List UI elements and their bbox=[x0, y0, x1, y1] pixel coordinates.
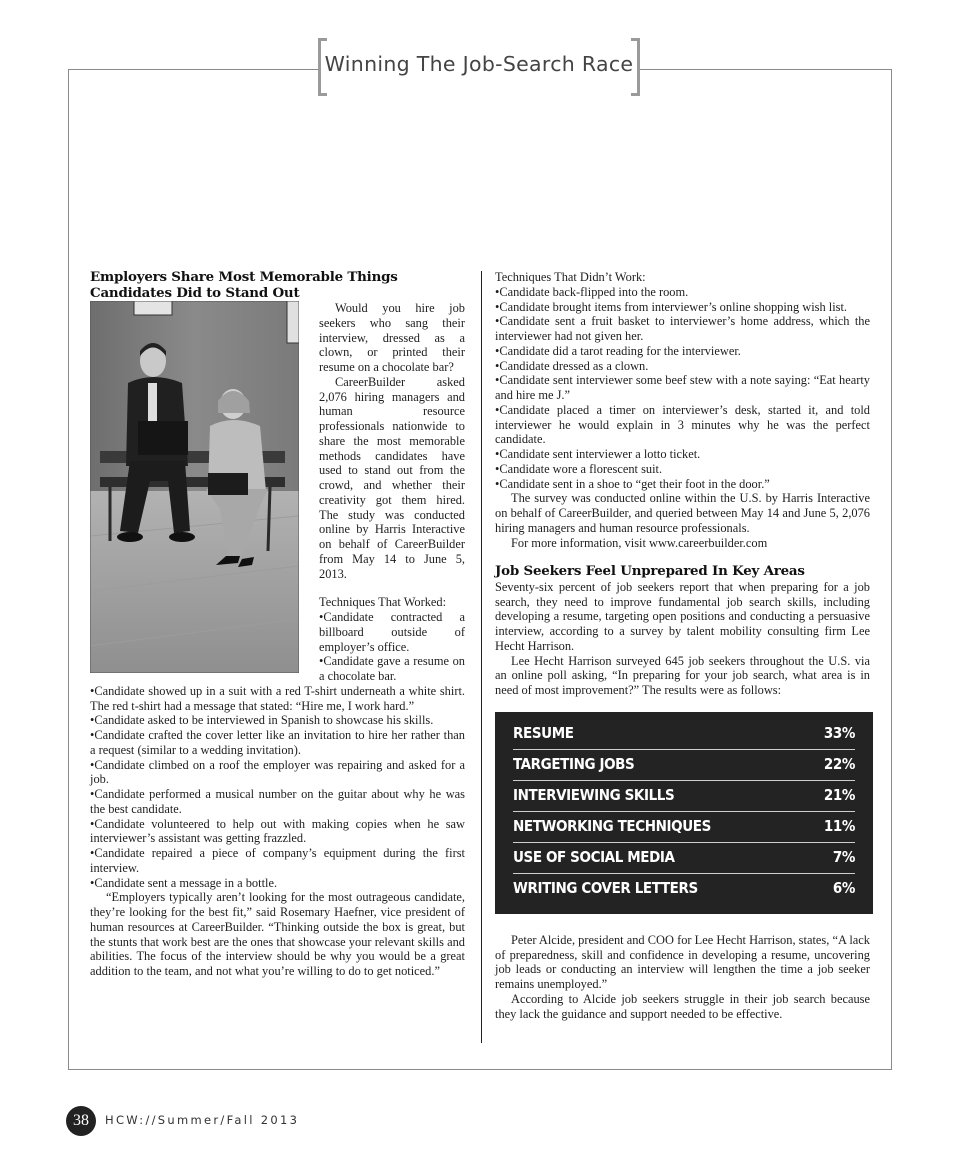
list-item: •Candidate sent a fruit basket to interviewer’s home address, which the interviewer had not given her. bbox=[495, 314, 870, 343]
article2-headline: Job Seekers Feel Unprepared In Key Areas bbox=[495, 563, 805, 580]
list-item: •Candidate performed a musical number on the guitar about why he was the best candidate. bbox=[90, 787, 465, 816]
page-title: Winning The Job-Search Race bbox=[324, 52, 634, 76]
result-label: NETWORKING TECHNIQUES bbox=[513, 817, 711, 836]
list-item: •Candidate contracted a billboard outside of employer’s office. bbox=[319, 610, 465, 654]
article1-intro: Would you hire job seekers who sang their interview, dressed as a clown, or printed their resume on a chocolate bar? bbox=[319, 301, 465, 374]
result-label: TARGETING JOBS bbox=[513, 755, 635, 774]
result-value: 21% bbox=[823, 786, 855, 805]
list-item: •Candidate sent in a shoe to “get their foot in the door.” bbox=[495, 476, 770, 491]
list-item: •Candidate volunteered to help out with making copies when he saw interviewer’s assistant was getting frazzled. bbox=[90, 816, 465, 846]
haefner-quote: “Employers typically aren’t looking for the most outrageous candidate, they’re looking for the best fit,” said Rosemary Haefner, vice president of human resources at CareerBuilder. “Thinking outside the box is great, but the stunts that work best are the ones that showcase your relevant skills and abilities. The focus of the interview should be why you would be a great addition to the team, and not what you’re willing to do to get noticed.” bbox=[90, 890, 465, 978]
results-table bbox=[495, 712, 873, 914]
article2-intro: Seventy-six percent of job seekers report that when preparing for a job search, they need to improve fundamental job search skills, including developing a resume, targeting open positions and conducting a persuasive interview, according to a survey by talent mobility consulting firm Lee Hecht Harrison. bbox=[495, 579, 870, 653]
survey-note: The survey was conducted online within the U.S. by Harris Interactive on behalf of CareerBuilder, and queried between May 14 and June 5, 2,076 hiring managers and human resource professionals. bbox=[495, 491, 870, 535]
publication-footer: HCW://Summer/Fall 2013 bbox=[105, 1113, 300, 1127]
list-item: •Candidate showed up in a suit with a red T-shirt underneath a white shirt. The red t-shirt had a message that stated: “Hire me, I work hard.” bbox=[90, 683, 465, 713]
list-item: •Candidate repaired a piece of company’s equipment during the first interview. bbox=[90, 846, 465, 875]
article1-study: CareerBuilder asked 2,076 hiring managers and human resource professionals nationwide to share the most memorable methods candidates have used to stand out from the crowd, and whether their creativity got them hired. The study was conducted online by Harris Interactive on behalf of CareerBuilder from May 14 to June 5, 2013. bbox=[319, 374, 465, 581]
list-item: •Candidate dressed as a clown. bbox=[495, 358, 649, 373]
page-title-box bbox=[318, 38, 640, 98]
didnt-work-list bbox=[495, 285, 870, 492]
worked-heading: Techniques That Worked: bbox=[319, 595, 447, 610]
list-item: •Candidate crafted the cover letter like an invitation to hire her rather than a request (similar to a wedding invitation). bbox=[90, 728, 465, 757]
list-item: •Candidate wore a florescent suit. bbox=[495, 461, 663, 476]
table-row bbox=[513, 843, 855, 874]
list-item: •Candidate gave a resume on a chocolate bar. bbox=[319, 654, 465, 683]
list-item: •Candidate back-flipped into the room. bbox=[495, 284, 689, 299]
list-item: •Candidate sent interviewer some beef stew with a note saying: “Eat hearty and hire me J.” bbox=[495, 373, 870, 402]
table-row bbox=[513, 812, 855, 843]
list-item: •Candidate did a tarot reading for the interviewer. bbox=[495, 343, 741, 358]
result-value: 7% bbox=[832, 848, 855, 867]
alcide-quote: Peter Alcide, president and COO for Lee Hecht Harrison, states, “A lack of preparedness, skill and confidence in developing a resume, uncovering job leads or conducting an interview will lengthen the time a job seeker remains unemployed.” bbox=[495, 932, 870, 991]
column-divider bbox=[481, 271, 482, 1043]
article1-headline: Employers Share Most Memorable Things Candidates Did to Stand Out bbox=[90, 269, 398, 301]
table-row bbox=[513, 874, 855, 904]
alcide-conclusion: According to Alcide job seekers struggle in their job search because they lack the guidance and support needed to be effective. bbox=[495, 991, 870, 1021]
list-item: •Candidate brought items from interviewer’s online shopping wish list. bbox=[495, 299, 848, 314]
result-label: RESUME bbox=[513, 724, 574, 743]
result-label: INTERVIEWING SKILLS bbox=[513, 786, 675, 805]
result-value: 11% bbox=[823, 817, 855, 836]
list-item: •Candidate placed a timer on interviewer’s desk, started it, and told interviewer he would explain in 3 minutes why he was the perfect candidate. bbox=[495, 402, 870, 447]
office-waiting-room-photo bbox=[90, 301, 299, 673]
didnt-work-heading: Techniques That Didn’t Work: bbox=[495, 270, 646, 284]
list-item: •Candidate asked to be interviewed in Spanish to showcase his skills. bbox=[90, 713, 434, 728]
page-number: 38 bbox=[66, 1106, 96, 1136]
result-value: 22% bbox=[823, 755, 855, 774]
result-value: 6% bbox=[832, 879, 855, 898]
right-bracket bbox=[631, 38, 640, 96]
table-row bbox=[513, 781, 855, 812]
result-label: WRITING COVER LETTERS bbox=[513, 879, 698, 898]
result-label: USE OF SOCIAL MEDIA bbox=[513, 848, 675, 867]
list-item: •Candidate sent a message in a bottle. bbox=[90, 875, 278, 890]
result-value: 33% bbox=[823, 724, 855, 743]
more-info: For more information, visit www.careerbuilder.com bbox=[511, 535, 768, 550]
left-column bbox=[90, 270, 465, 979]
table-row bbox=[513, 719, 855, 750]
list-item: •Candidate climbed on a roof the employer was repairing and asked for a job. bbox=[90, 757, 465, 787]
list-item: •Candidate sent interviewer a lotto ticket. bbox=[495, 447, 701, 461]
article2-poll: Lee Hecht Harrison surveyed 645 job seekers throughout the U.S. via an online poll asking, “In preparing for your job search, what area is in need of most improvement?” The results were as follows: bbox=[495, 653, 870, 697]
right-column bbox=[495, 270, 870, 1021]
table-row bbox=[513, 750, 855, 781]
